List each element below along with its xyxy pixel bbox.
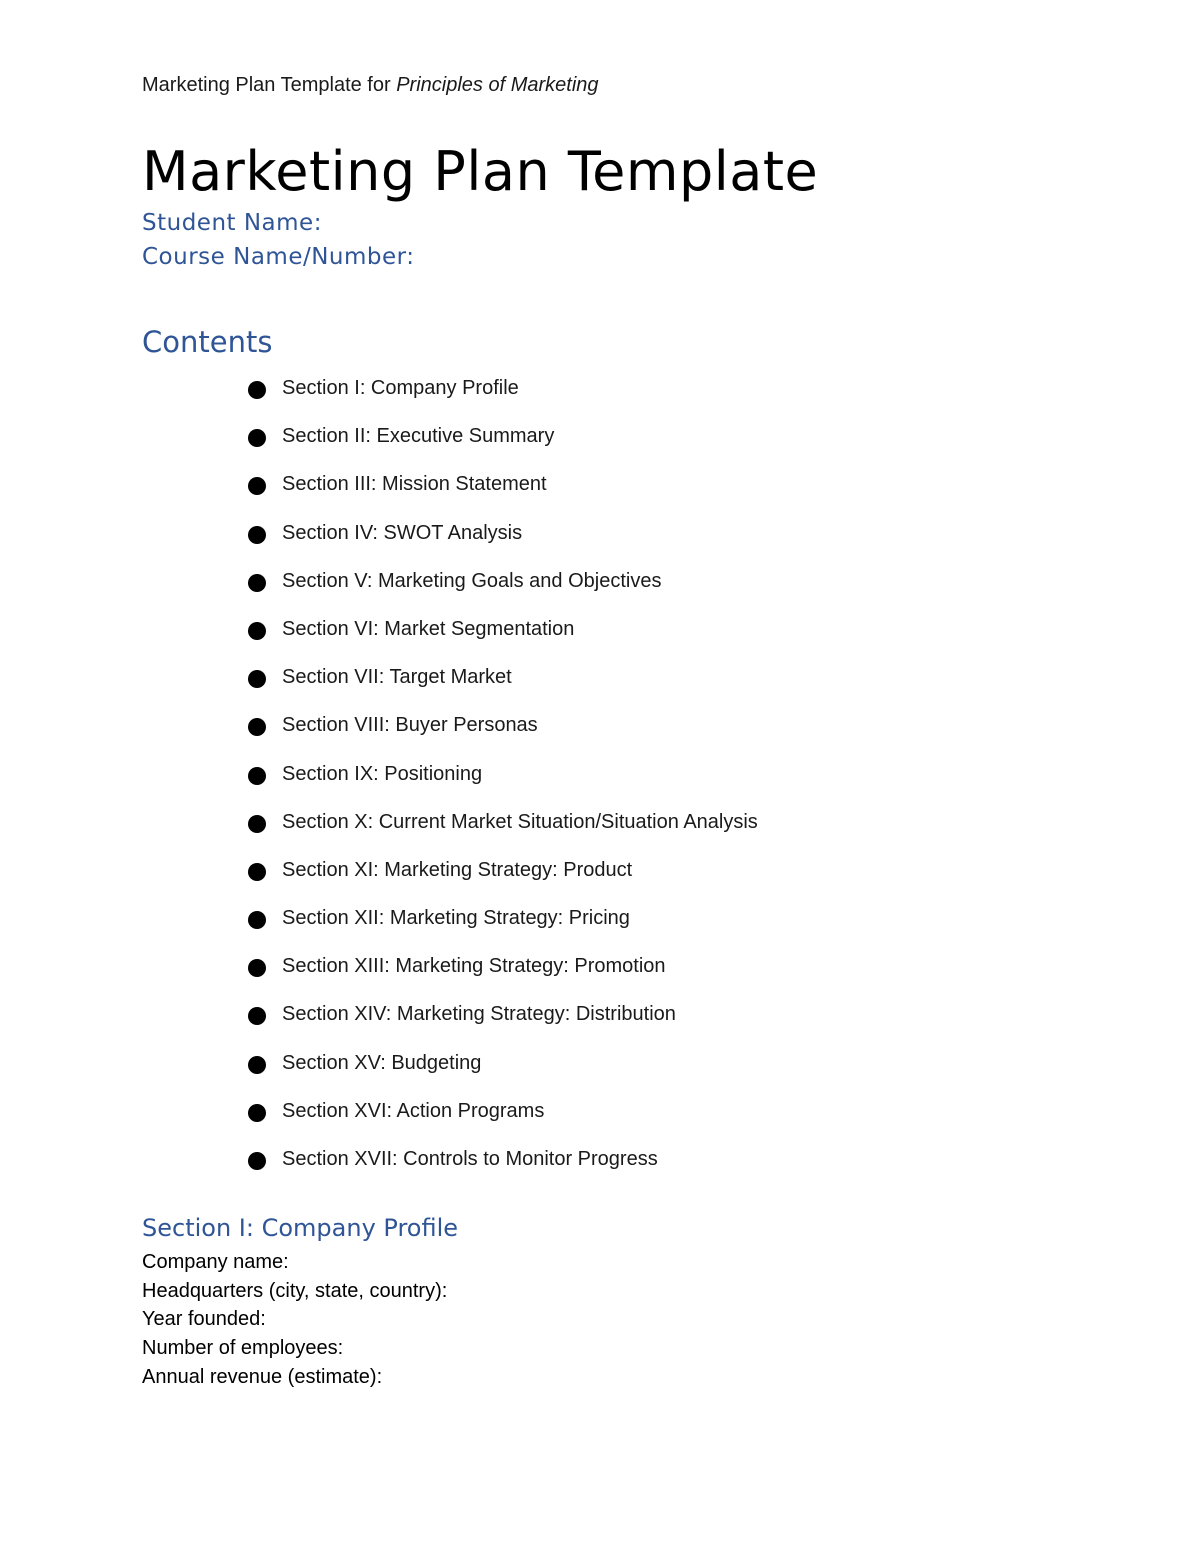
document-title: Marketing Plan Template — [142, 140, 819, 203]
header-italic-title: Principles of Marketing — [396, 74, 599, 96]
toc-item-label: Section XIV: Marketing Strategy: Distribution — [282, 1003, 676, 1026]
bullet-icon — [248, 381, 266, 399]
toc-item-label: Section VII: Target Market — [282, 666, 512, 689]
header-text: Marketing Plan Template for — [142, 74, 397, 96]
toc-item — [0, 895, 1200, 943]
toc-item — [0, 1136, 1200, 1184]
toc-item — [0, 799, 1200, 847]
bullet-icon — [248, 911, 266, 929]
company-profile-fields — [142, 1248, 447, 1392]
toc-item — [0, 1040, 1200, 1088]
student-name-label: Student Name: — [142, 210, 322, 236]
bullet-icon — [248, 863, 266, 881]
bullet-icon — [248, 1152, 266, 1170]
toc-item-label: Section VI: Market Segmentation — [282, 617, 575, 640]
toc-item-label: Section XI: Marketing Strategy: Product — [282, 858, 633, 881]
toc-item — [0, 510, 1200, 558]
toc-item-label: Section XII: Marketing Strategy: Pricing — [282, 907, 630, 930]
section-heading-company-profile: Section I: Company Profile — [142, 1214, 459, 1242]
bullet-icon — [248, 622, 266, 640]
bullet-icon — [248, 574, 266, 592]
toc-item-label: Section IX: Positioning — [282, 762, 483, 785]
bullet-icon — [248, 718, 266, 736]
bullet-icon — [248, 670, 266, 688]
toc-item-label: Section XVII: Controls to Monitor Progress — [282, 1148, 658, 1170]
toc-item — [0, 702, 1200, 750]
bullet-icon — [248, 1007, 266, 1025]
toc-item-label: Section X: Current Market Situation/Situation Analysis — [282, 810, 758, 833]
contents-heading: Contents — [142, 325, 273, 359]
toc-item — [0, 606, 1200, 654]
table-of-contents — [0, 365, 1200, 1184]
toc-item — [0, 943, 1200, 991]
field-label-year-founded: Year founded: — [142, 1308, 266, 1331]
toc-item — [0, 751, 1200, 799]
toc-item — [0, 991, 1200, 1039]
toc-item-label: Section IV: SWOT Analysis — [282, 521, 523, 544]
toc-item — [0, 365, 1200, 413]
bullet-icon — [248, 815, 266, 833]
bullet-icon — [248, 959, 266, 977]
toc-item-label: Section VIII: Buyer Personas — [282, 714, 538, 737]
toc-item-label: Section I: Company Profile — [282, 377, 519, 399]
page-header — [142, 74, 599, 97]
bullet-icon — [248, 477, 266, 495]
toc-item-label: Section V: Marketing Goals and Objectives — [282, 569, 662, 592]
field-label-headquarters: Headquarters (city, state, country): — [142, 1279, 448, 1302]
toc-item-label: Section III: Mission Statement — [282, 473, 547, 496]
toc-item — [0, 654, 1200, 702]
toc-item — [0, 847, 1200, 895]
field-label-employees: Number of employees: — [142, 1337, 344, 1360]
bullet-icon — [248, 767, 266, 785]
toc-item-label: Section XV: Budgeting — [282, 1051, 482, 1074]
bullet-icon — [248, 1104, 266, 1122]
bullet-icon — [248, 1056, 266, 1074]
toc-item-label: Section II: Executive Summary — [282, 425, 555, 448]
course-name-label: Course Name/Number: — [142, 244, 415, 270]
toc-item — [0, 558, 1200, 606]
toc-item — [0, 461, 1200, 509]
toc-item — [0, 1088, 1200, 1136]
bullet-icon — [248, 526, 266, 544]
toc-item — [0, 413, 1200, 461]
bullet-icon — [248, 429, 266, 447]
toc-item-label: Section XVI: Action Programs — [282, 1099, 545, 1122]
field-label-company-name: Company name: — [142, 1251, 289, 1273]
toc-item-label: Section XIII: Marketing Strategy: Promotion — [282, 955, 666, 978]
field-label-annual-revenue: Annual revenue (estimate): — [142, 1365, 383, 1388]
